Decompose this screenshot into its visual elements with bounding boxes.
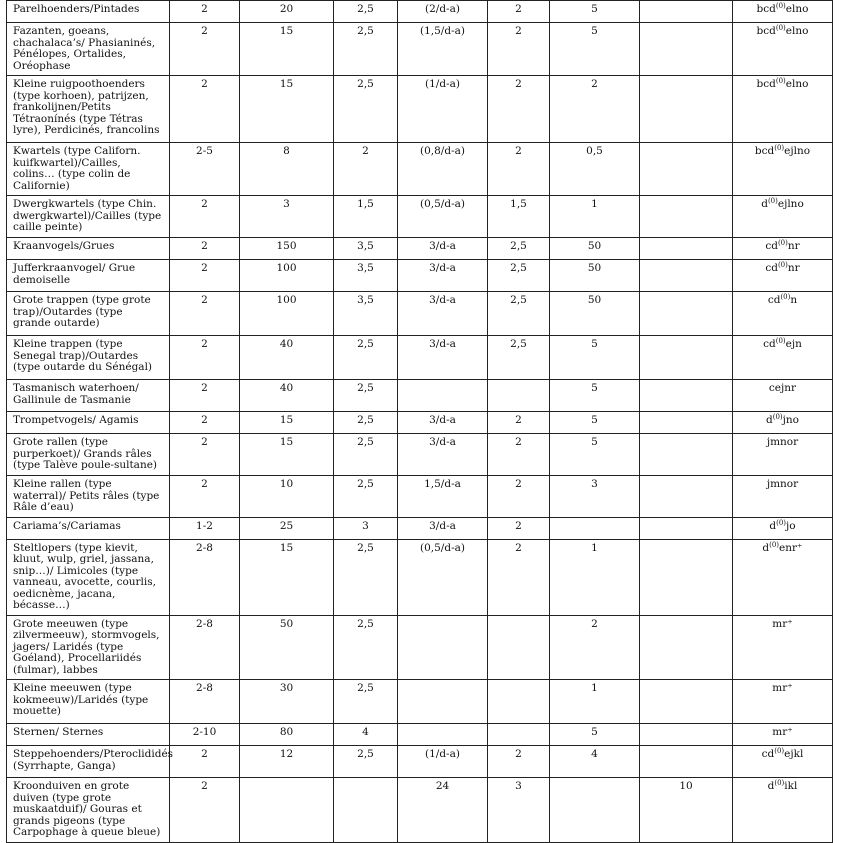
table-row	[7, 1, 833, 23]
table-row	[7, 615, 833, 680]
species-name-cell: Kleine rallen (type waterral)/ Petits râles (type Râle d’eau)	[7, 476, 170, 518]
value-cell-c2: 100	[240, 292, 334, 336]
value-cell-c7	[640, 260, 733, 292]
value-cell-c6	[550, 778, 640, 843]
value-cell-c7	[640, 238, 733, 260]
value-cell-c4	[398, 615, 488, 680]
table-row	[7, 238, 833, 260]
value-cell-c5	[488, 615, 550, 680]
table-row	[7, 380, 833, 412]
value-cell-c6: 4	[550, 746, 640, 778]
value-cell-c7	[640, 76, 733, 143]
value-cell-c5	[488, 724, 550, 746]
species-name-cell: Kleine meeuwen (type kokmeeuw)/Laridés (type mouette)	[7, 680, 170, 724]
value-cell-c2: 40	[240, 380, 334, 412]
code-prefix: bcd	[756, 25, 776, 37]
value-cell-c5: 1,5	[488, 196, 550, 238]
table-row	[7, 746, 833, 778]
value-cell-c7	[640, 746, 733, 778]
value-cell-c3: 4	[334, 724, 398, 746]
value-cell-c1: 2	[170, 292, 240, 336]
value-cell-c4: (0,5/d-a)	[398, 196, 488, 238]
requirement-code-cell	[733, 615, 833, 680]
code-prefix: mr⁺	[772, 726, 793, 738]
code-prefix: cd	[763, 338, 776, 350]
value-cell-c6: 3	[550, 476, 640, 518]
table-row	[7, 539, 833, 615]
value-cell-c1: 2-8	[170, 680, 240, 724]
value-cell-c6: 1	[550, 680, 640, 724]
species-name-cell: Grote meeuwen (type zilvermeeuw), stormvogels, jagers/ Laridés (type Goéland), Procellariidés (fulmar), labbes	[7, 615, 170, 680]
value-cell-c5: 2	[488, 23, 550, 76]
code-superscript: (0)	[774, 779, 785, 787]
value-cell-c3: 2,5	[334, 76, 398, 143]
code-prefix: jmnor	[766, 478, 799, 490]
value-cell-c4: (1,5/d-a)	[398, 23, 488, 76]
code-suffix: nr	[787, 262, 800, 274]
value-cell-c1: 2	[170, 196, 240, 238]
code-superscript: (0)	[775, 77, 786, 85]
value-cell-c2: 30	[240, 680, 334, 724]
species-name-cell: Tasmanisch waterhoen/ Gallinule de Tasmanie	[7, 380, 170, 412]
code-prefix: d	[767, 780, 775, 792]
code-superscript: (0)	[774, 144, 785, 152]
value-cell-c6: 2	[550, 615, 640, 680]
species-name-cell: Steltlopers (type kievit, kluut, wulp, griel, jassana, snip…)/ Limicoles (type vanneau, avocette, courlis, oedicnème, jacana, bécasse…)	[7, 539, 170, 615]
value-cell-c4	[398, 680, 488, 724]
requirement-code-cell	[733, 23, 833, 76]
value-cell-c1: 2	[170, 1, 240, 23]
species-name-cell: Steppehoenders/Pteroclididés (Syrrhapte, Ganga)	[7, 746, 170, 778]
value-cell-c2: 20	[240, 1, 334, 23]
value-cell-c2: 40	[240, 336, 334, 380]
code-suffix: ejlno	[777, 198, 804, 210]
code-suffix: jo	[786, 519, 796, 532]
code-prefix: cejnr	[768, 382, 797, 394]
table-body	[7, 1, 833, 843]
value-cell-c5: 2	[488, 76, 550, 143]
table-row	[7, 143, 833, 196]
species-name-cell: Fazanten, goeans, chachalaca’s/ Phasianinés, Pénélopes, Ortalides, Oréophase	[7, 23, 170, 76]
code-suffix: jno	[782, 414, 799, 426]
value-cell-c6: 5	[550, 434, 640, 476]
value-cell-c2: 15	[240, 23, 334, 76]
value-cell-c2: 15	[240, 539, 334, 615]
value-cell-c7	[640, 724, 733, 746]
species-name-cell: Kleine trappen (type Senegal trap)/Outardes (type outarde du Sénégal)	[7, 336, 170, 380]
requirement-code-cell	[733, 1, 833, 23]
requirement-code-cell	[733, 434, 833, 476]
requirement-code-cell	[733, 476, 833, 518]
value-cell-c3: 3,5	[334, 260, 398, 292]
value-cell-c1: 2	[170, 23, 240, 76]
value-cell-c7	[640, 196, 733, 238]
value-cell-c3: 2,5	[334, 434, 398, 476]
value-cell-c1: 1-2	[170, 517, 240, 539]
requirement-code-cell	[733, 778, 833, 843]
value-cell-c1: 2	[170, 76, 240, 143]
value-cell-c7	[640, 380, 733, 412]
value-cell-c5: 2	[488, 434, 550, 476]
value-cell-c2: 100	[240, 260, 334, 292]
value-cell-c4	[398, 380, 488, 412]
value-cell-c5: 2,5	[488, 292, 550, 336]
value-cell-c1: 2	[170, 412, 240, 434]
requirement-code-cell	[733, 196, 833, 238]
code-superscript: (0)	[780, 293, 791, 301]
table-row	[7, 23, 833, 76]
code-superscript: (0)	[767, 197, 778, 205]
value-cell-c4: 3/d-a	[398, 434, 488, 476]
requirement-code-cell	[733, 260, 833, 292]
value-cell-c4: 3/d-a	[398, 292, 488, 336]
table-row	[7, 680, 833, 724]
value-cell-c2: 15	[240, 412, 334, 434]
value-cell-c6: 50	[550, 238, 640, 260]
requirement-code-cell	[733, 292, 833, 336]
code-superscript: (0)	[776, 518, 787, 527]
value-cell-c3	[334, 778, 398, 843]
code-suffix: ejkl	[784, 748, 804, 760]
value-cell-c5: 2	[488, 476, 550, 518]
requirement-code-cell	[733, 380, 833, 412]
value-cell-c6: 5	[550, 336, 640, 380]
value-cell-c4: 3/d-a	[398, 238, 488, 260]
value-cell-c7: 10	[640, 778, 733, 843]
table-row	[7, 724, 833, 746]
requirement-code-cell	[733, 143, 833, 196]
value-cell-c7	[640, 23, 733, 76]
value-cell-c6: 1	[550, 539, 640, 615]
code-superscript: (0)	[777, 261, 788, 269]
value-cell-c4: 24	[398, 778, 488, 843]
value-cell-c5: 2	[488, 143, 550, 196]
value-cell-c1: 2	[170, 476, 240, 518]
species-name-cell: Grote trappen (type grote trap)/Outardes (type grande outarde)	[7, 292, 170, 336]
value-cell-c5	[488, 380, 550, 412]
value-cell-c2: 10	[240, 476, 334, 518]
code-prefix: cd	[765, 262, 778, 274]
code-prefix: mr⁺	[772, 682, 793, 694]
table-row	[7, 196, 833, 238]
value-cell-c6: 50	[550, 260, 640, 292]
species-name-cell: Trompetvogels/ Agamis	[7, 412, 170, 434]
value-cell-c6: 5	[550, 724, 640, 746]
requirement-code-cell	[733, 517, 833, 539]
value-cell-c7	[640, 336, 733, 380]
value-cell-c7	[640, 539, 733, 615]
value-cell-c3: 2,5	[334, 746, 398, 778]
value-cell-c1: 2	[170, 778, 240, 843]
code-suffix: ejn	[785, 338, 802, 350]
value-cell-c4	[398, 724, 488, 746]
requirement-code-cell	[733, 746, 833, 778]
value-cell-c5: 2,5	[488, 336, 550, 380]
value-cell-c4: (1/d-a)	[398, 746, 488, 778]
code-suffix: elno	[785, 78, 809, 90]
species-table-page	[6, 0, 832, 843]
value-cell-c2	[240, 778, 334, 843]
value-cell-c5: 2	[488, 746, 550, 778]
code-prefix: bcd	[756, 3, 776, 15]
code-prefix: cd	[767, 294, 781, 306]
species-name-cell: Parelhoenders/Pintades	[7, 1, 170, 23]
code-suffix: ikl	[784, 780, 798, 792]
value-cell-c1: 2	[170, 746, 240, 778]
species-name-cell: Kraanvogels/Grues	[7, 238, 170, 260]
value-cell-c2: 15	[240, 434, 334, 476]
table-row	[7, 778, 833, 843]
table-row	[7, 336, 833, 380]
code-prefix: cd	[761, 748, 775, 760]
code-prefix: d	[762, 541, 770, 554]
value-cell-c1: 2-8	[170, 539, 240, 615]
value-cell-c2: 15	[240, 76, 334, 143]
requirement-code-cell	[733, 680, 833, 724]
species-requirements-table	[6, 0, 833, 843]
value-cell-c5: 2,5	[488, 260, 550, 292]
value-cell-c1: 2	[170, 380, 240, 412]
code-prefix: cd	[765, 240, 778, 252]
value-cell-c2: 8	[240, 143, 334, 196]
value-cell-c4: (1/d-a)	[398, 76, 488, 143]
code-suffix: ejlno	[784, 145, 811, 157]
value-cell-c7	[640, 615, 733, 680]
value-cell-c3: 1,5	[334, 196, 398, 238]
table-row	[7, 434, 833, 476]
code-superscript: (0)	[774, 747, 785, 755]
value-cell-c4: (0,5/d-a)	[398, 539, 488, 615]
value-cell-c5: 2	[488, 1, 550, 23]
value-cell-c6: 1	[550, 196, 640, 238]
value-cell-c1: 2-5	[170, 143, 240, 196]
value-cell-c5	[488, 680, 550, 724]
value-cell-c3: 2,5	[334, 680, 398, 724]
requirement-code-cell	[733, 238, 833, 260]
value-cell-c3: 3	[334, 517, 398, 539]
value-cell-c3: 2,5	[334, 336, 398, 380]
value-cell-c4: 3/d-a	[398, 336, 488, 380]
code-prefix: d	[766, 414, 773, 426]
value-cell-c6	[550, 517, 640, 539]
code-suffix: elno	[785, 25, 809, 37]
value-cell-c4: 3/d-a	[398, 412, 488, 434]
requirement-code-cell	[733, 539, 833, 615]
value-cell-c7	[640, 434, 733, 476]
code-superscript: (0)	[775, 337, 786, 345]
value-cell-c2: 50	[240, 615, 334, 680]
value-cell-c6: 50	[550, 292, 640, 336]
requirement-code-cell	[733, 724, 833, 746]
code-prefix: jmnor	[766, 436, 799, 448]
species-name-cell: Kwartels (type Californ. kuifkwartel)/Cailles, colins… (type colin de Californie)	[7, 143, 170, 196]
value-cell-c6: 2	[550, 76, 640, 143]
table-row	[7, 412, 833, 434]
requirement-code-cell	[733, 336, 833, 380]
code-superscript: (0)	[775, 2, 786, 10]
species-name-cell: Sternen/ Sternes	[7, 724, 170, 746]
value-cell-c2: 12	[240, 746, 334, 778]
species-name-cell: Dwergkwartels (type Chin. dwergkwartel)/Cailles (type caille peinte)	[7, 196, 170, 238]
value-cell-c7	[640, 680, 733, 724]
code-suffix: n	[790, 294, 798, 306]
code-prefix: d	[769, 519, 777, 532]
value-cell-c4: 3/d-a	[398, 517, 488, 539]
value-cell-c3: 2,5	[334, 380, 398, 412]
table-row	[7, 260, 833, 292]
code-suffix: nr	[787, 240, 800, 252]
value-cell-c1: 2	[170, 260, 240, 292]
value-cell-c4: 1,5/d-a	[398, 476, 488, 518]
value-cell-c3: 2,5	[334, 1, 398, 23]
value-cell-c4: (0,8/d-a)	[398, 143, 488, 196]
code-superscript: (0)	[777, 239, 788, 247]
value-cell-c2: 3	[240, 196, 334, 238]
value-cell-c1: 2	[170, 336, 240, 380]
code-suffix: elno	[785, 3, 809, 15]
requirement-code-cell	[733, 412, 833, 434]
value-cell-c3: 2	[334, 143, 398, 196]
species-name-cell: Cariama’s/Cariamas	[7, 517, 170, 539]
value-cell-c5: 2,5	[488, 238, 550, 260]
code-superscript: (0)	[772, 413, 783, 421]
table-row	[7, 292, 833, 336]
species-name-cell: Kleine ruigpoothoenders (type korhoen), patrijzen, frankolijnen/Petits Tétraonínés (type Tétras lyre), Perdicinés, francolins	[7, 76, 170, 143]
value-cell-c1: 2	[170, 434, 240, 476]
value-cell-c2: 80	[240, 724, 334, 746]
value-cell-c3: 2,5	[334, 23, 398, 76]
value-cell-c7	[640, 143, 733, 196]
code-suffix: enr⁺	[779, 541, 803, 554]
value-cell-c7	[640, 517, 733, 539]
value-cell-c3: 3,5	[334, 292, 398, 336]
code-prefix: bcd	[756, 78, 776, 90]
code-superscript: (0)	[775, 24, 786, 32]
species-name-cell: Grote rallen (type purperkoet)/ Grands râles (type Talève poule-sultane)	[7, 434, 170, 476]
table-row	[7, 476, 833, 518]
value-cell-c6: 5	[550, 1, 640, 23]
value-cell-c6: 5	[550, 23, 640, 76]
table-row	[7, 76, 833, 143]
table-row	[7, 517, 833, 539]
value-cell-c2: 25	[240, 517, 334, 539]
value-cell-c3: 2,5	[334, 615, 398, 680]
value-cell-c7	[640, 476, 733, 518]
value-cell-c5: 2	[488, 412, 550, 434]
value-cell-c3: 2,5	[334, 476, 398, 518]
code-superscript: (0)	[769, 540, 780, 549]
code-prefix: mr⁺	[772, 617, 793, 630]
value-cell-c7	[640, 412, 733, 434]
value-cell-c6: 0,5	[550, 143, 640, 196]
requirement-code-cell	[733, 76, 833, 143]
code-prefix: bcd	[754, 145, 775, 157]
value-cell-c3: 2,5	[334, 539, 398, 615]
value-cell-c6: 5	[550, 380, 640, 412]
value-cell-c5: 2	[488, 517, 550, 539]
value-cell-c3: 3,5	[334, 238, 398, 260]
value-cell-c5: 3	[488, 778, 550, 843]
code-prefix: d	[761, 198, 768, 210]
value-cell-c5: 2	[488, 539, 550, 615]
species-name-cell: Kroonduiven en grote duiven (type grote muskaatduif)/ Gouras et grands pigeons (type Carpophage à queue bleue)	[7, 778, 170, 843]
value-cell-c4: 3/d-a	[398, 260, 488, 292]
value-cell-c7	[640, 292, 733, 336]
value-cell-c1: 2	[170, 238, 240, 260]
value-cell-c7	[640, 1, 733, 23]
value-cell-c1: 2-10	[170, 724, 240, 746]
value-cell-c1: 2-8	[170, 615, 240, 680]
value-cell-c6: 5	[550, 412, 640, 434]
value-cell-c4: (2/d-a)	[398, 1, 488, 23]
value-cell-c2: 150	[240, 238, 334, 260]
value-cell-c3: 2,5	[334, 412, 398, 434]
species-name-cell: Jufferkraanvogel/ Grue demoiselle	[7, 260, 170, 292]
